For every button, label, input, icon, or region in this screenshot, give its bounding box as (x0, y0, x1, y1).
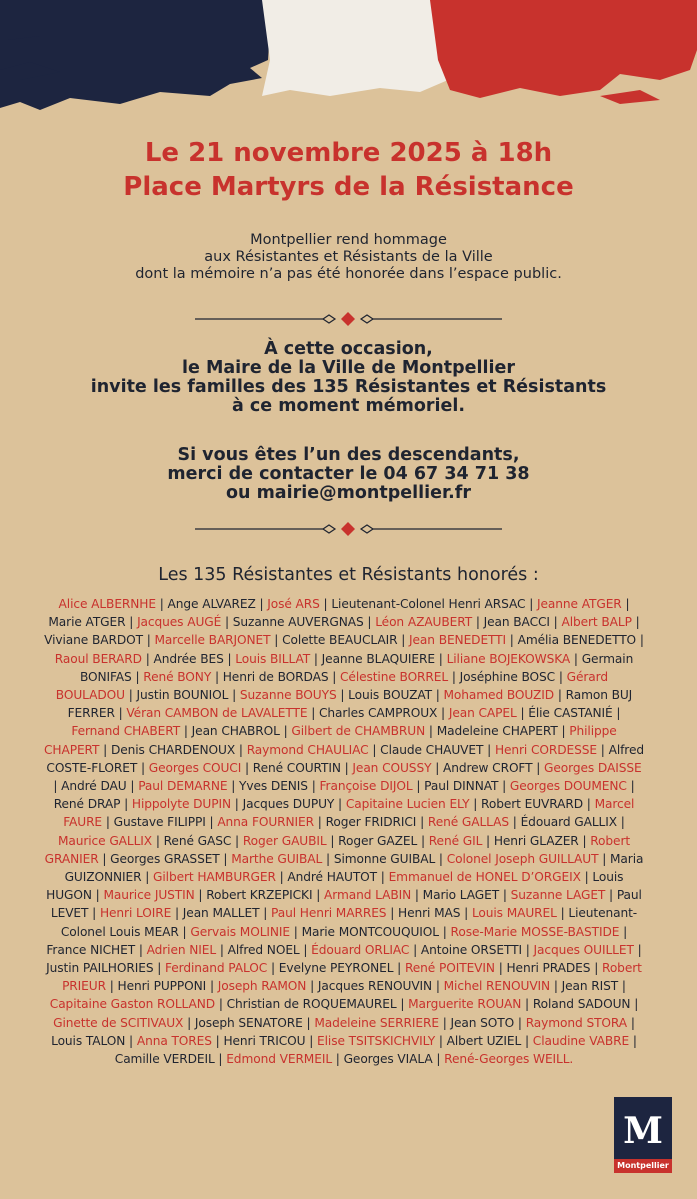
honoree-name: Henri de BORDAS (222, 669, 329, 684)
honoree-name: Louis BILLAT (235, 651, 311, 666)
honoree-name: Louis BOUZAT (348, 688, 432, 703)
honoree-name: Gilbert de CHAMBRUN (291, 724, 426, 739)
honoree-name: Joseph SENATORE (194, 1015, 303, 1030)
honoree-name: Roger GAUBIL (242, 833, 327, 848)
name-separator: | (306, 979, 318, 994)
honoree-name: Henri CORDESSE (494, 742, 598, 757)
honoree-name: Marcelle BARJONET (154, 633, 271, 648)
honoree-name: Louis HUGON (46, 870, 624, 903)
ornament-divider-top (195, 312, 502, 326)
contact-phone-line: merci de contacter le 04 67 34 71 38 (167, 464, 530, 484)
contact-line: Si vous êtes l’un des descendants, (177, 445, 520, 465)
name-separator: | (619, 924, 628, 939)
honoree-name: Jean CAPEL (448, 706, 517, 721)
honoree-name: Ramon BUJ FERRER (67, 688, 633, 721)
honoree-name: Alfred NOEL (227, 942, 300, 957)
name-separator: | (598, 851, 611, 866)
name-separator: | (270, 633, 283, 648)
name-separator: | (141, 870, 154, 885)
honoree-name: Paul DEMARNE (138, 779, 228, 794)
honoree-name: Capitaine Lucien ELY (345, 797, 470, 812)
name-separator: | (312, 888, 325, 903)
honoree-name: Andrew CROFT (442, 760, 533, 775)
honoree-name: Roger FRIDRICI (325, 815, 417, 830)
honoree-name: Justin BOUNIOL (136, 688, 229, 703)
name-separator: | (498, 779, 510, 794)
name-separator: | (135, 942, 147, 957)
name-separator: | (494, 961, 507, 976)
name-separator: | (241, 760, 253, 775)
name-separator: | (438, 1015, 451, 1030)
name-separator: | (211, 669, 223, 684)
name-separator: | (557, 724, 570, 739)
honoree-name: René-Georges WEILL. (444, 1052, 574, 1067)
name-separator: | (214, 1052, 227, 1067)
honoree-name: Marthe GUIBAL (231, 851, 323, 866)
name-separator: | (307, 779, 320, 794)
honoree-name: René POITEVIN (404, 961, 495, 976)
name-separator: | (307, 706, 319, 721)
honoree-name: Armand LABIN (324, 888, 412, 903)
honoree-name: Roland SADOUN (532, 997, 631, 1012)
honoree-name: Henri PRADES (506, 961, 591, 976)
name-separator: | (583, 797, 595, 812)
name-separator: | (99, 742, 111, 757)
name-separator: | (305, 1033, 318, 1048)
name-separator: | (483, 742, 495, 757)
honoree-name: Louis MAUREL (471, 906, 557, 921)
honoree-name: Louis TALON (51, 1033, 126, 1048)
honoree-name: Joséphine BOSC (459, 669, 556, 684)
honoree-name: René GASC (163, 833, 232, 848)
honoree-name: Madeleine SERRIERE (314, 1015, 439, 1030)
honoree-name: Édouard ORLIAC (311, 942, 410, 957)
honoree-name: Henri PUPPONI (117, 979, 207, 994)
name-separator: | (432, 979, 444, 994)
honoree-name: Jean COUSSY (352, 760, 432, 775)
honoree-name: Mohamed BOUZID (443, 688, 555, 703)
name-separator: | (125, 615, 138, 630)
honoree-name: Henri LOIRE (99, 906, 172, 921)
name-separator: | (393, 961, 405, 976)
name-separator: | (152, 833, 164, 848)
honoree-name: Célestine BORREL (340, 669, 449, 684)
name-separator: | (314, 815, 326, 830)
name-separator: | (336, 688, 349, 703)
name-separator: | (417, 833, 429, 848)
honoree-name: Robert GRANIER (44, 833, 631, 866)
name-separator: | (521, 997, 533, 1012)
name-separator: | (377, 870, 389, 885)
name-separator: | (255, 597, 268, 611)
honoree-name: Ange ALVAREZ (167, 597, 256, 611)
honoree-name: Joseph RAMON (217, 979, 307, 994)
honoree-name: Evelyne PEYRONEL (278, 961, 394, 976)
honoree-name: Marguerite ROUAN (408, 997, 522, 1012)
honoree-name: Camille VERDEIL (114, 1052, 215, 1067)
name-separator: | (279, 724, 292, 739)
name-separator: | (437, 706, 449, 721)
name-separator: | (425, 724, 437, 739)
name-separator: | (153, 961, 166, 976)
name-separator: | (435, 651, 447, 666)
name-separator: | (612, 706, 621, 721)
honoree-name: Suzanne BOUYS (239, 688, 337, 703)
name-separator: | (171, 906, 183, 921)
name-separator: | (621, 597, 630, 611)
name-separator: | (618, 979, 626, 994)
honoree-name: Maurice GALLIX (57, 833, 153, 848)
name-separator: | (178, 924, 191, 939)
name-separator: | (580, 870, 593, 885)
name-separator: | (223, 651, 236, 666)
honoree-name: André DAU (61, 779, 127, 794)
name-separator: | (431, 688, 444, 703)
name-separator: | (259, 906, 271, 921)
name-separator: | (194, 888, 207, 903)
honoree-name: Robert KRZEPICKI (206, 888, 313, 903)
honorees-list-title: Les 135 Résistantes et Résistants honorés : (158, 565, 539, 585)
honoree-name: Antoine ORSETTI (420, 942, 522, 957)
name-separator: | (482, 833, 494, 848)
name-separator: | (235, 742, 247, 757)
honoree-name: Mario LAGET (422, 888, 500, 903)
honoree-name: Robert EUVRARD (481, 797, 584, 812)
event-headline (0, 136, 697, 204)
name-separator: | (290, 924, 302, 939)
name-separator: | (205, 815, 218, 830)
name-separator: | (131, 669, 144, 684)
honoree-name: Rose-Marie MOSSE-BASTIDE (450, 924, 620, 939)
name-separator: | (629, 1033, 637, 1048)
invite-line: le Maire de la Ville de Montpellier (182, 358, 515, 378)
honoree-name: Ginette de SCITIVAUX (53, 1015, 184, 1030)
invite-line: invite les familles des 135 Résistantes et Résistants (90, 377, 607, 397)
name-separator: | (231, 833, 243, 848)
intro-line: Montpellier rend hommage (250, 232, 447, 248)
name-separator: | (627, 1015, 635, 1030)
name-separator: | (416, 815, 428, 830)
honoree-name: Georges COUCI (148, 760, 242, 775)
name-separator: | (340, 760, 353, 775)
honoree-name: Jeanne ATGER (537, 597, 622, 611)
name-separator: | (124, 688, 137, 703)
name-separator: | (183, 1015, 195, 1030)
honoree-name: Élie CASTANIÉ (528, 706, 613, 721)
honoree-name: Jean SOTO (450, 1015, 515, 1030)
honoree-name: Hippolyte DUPIN (131, 797, 232, 812)
name-separator: | (605, 888, 617, 903)
honoree-name: Henri GLAZER (493, 833, 579, 848)
name-separator: | (334, 797, 346, 812)
name-separator: | (509, 815, 521, 830)
honoree-name: Philippe CHAPERT (44, 724, 617, 757)
honoree-name: Georges VIALA (343, 1052, 433, 1067)
name-separator: | (180, 724, 192, 739)
honoree-name: Jacques RENOUVIN (317, 979, 433, 994)
event-place: Place Martyrs de la Résistance (123, 172, 574, 202)
intro-line: aux Résistantes et Résistants de la Ville (204, 249, 493, 265)
name-separator: | (521, 1033, 533, 1048)
name-separator: | (431, 760, 443, 775)
honoree-name: Gérard BOULADOU (55, 669, 609, 703)
honoree-name: Christian de ROQUEMAUREL (226, 997, 397, 1012)
name-separator: | (216, 942, 228, 957)
honoree-name: Simonne GUIBAL (333, 851, 436, 866)
name-separator: | (328, 669, 341, 684)
name-separator: | (211, 1033, 224, 1048)
name-separator: | (126, 779, 139, 794)
name-separator: | (578, 833, 591, 848)
name-separator: | (228, 688, 240, 703)
flag-red-stroke (430, 0, 697, 104)
name-separator: | (435, 851, 447, 866)
honoree-name: Claude CHAUVET (380, 742, 484, 757)
name-separator: | (142, 633, 155, 648)
honoree-name: André HAUTOT (287, 870, 378, 885)
intro-line: dont la mémoire n’a pas été honorée dans l’espace public. (135, 266, 562, 282)
name-separator: | (554, 688, 566, 703)
honoree-name: Germain BONIFAS (79, 651, 634, 684)
name-separator: | (125, 1033, 137, 1048)
name-separator: | (636, 633, 644, 648)
ornament-divider-bottom (195, 522, 502, 536)
honoree-name: Suzanne LAGET (510, 888, 606, 903)
name-separator: | (590, 961, 602, 976)
invite-line: À cette occasion, (264, 339, 433, 359)
name-separator: | (412, 779, 425, 794)
name-separator: | (616, 815, 625, 830)
name-separator: | (363, 615, 376, 630)
contact-email-line: ou mairie@montpellier.fr (226, 483, 471, 503)
name-separator: | (326, 833, 339, 848)
honoree-name: Marcel FAURE (63, 797, 635, 830)
honoree-name: Yves DENIS (239, 779, 308, 794)
name-separator: | (432, 1052, 445, 1067)
honoree-name: Paul DINNAT (424, 779, 499, 794)
honoree-name: Françoise DIJOL (319, 779, 413, 794)
name-separator: | (396, 997, 409, 1012)
honoree-name: Suzanne AUVERGNAS (232, 615, 364, 630)
honoree-name: Edmond VERMEIL (226, 1052, 333, 1067)
name-separator: | (532, 760, 545, 775)
honoree-name: Lieutenant-Colonel Henri ARSAC (331, 597, 526, 611)
honoree-name: Fernand CHABERT (71, 724, 181, 739)
honoree-name: Gervais MOLINIE (190, 924, 290, 939)
name-separator: | (105, 979, 118, 994)
honoree-name: Georges DOUMENC (509, 779, 627, 794)
honoree-name: Jacques DUPUY (242, 797, 335, 812)
honoree-name: Maria GUIZONNIER (64, 851, 644, 885)
honoree-name: Emmanuel de HONEL D’ORGEIX (388, 870, 581, 885)
name-separator: | (438, 924, 451, 939)
honoree-name: Jean MALLET (182, 906, 260, 921)
name-separator: | (633, 942, 642, 957)
honoree-name: Jean BACCI (483, 615, 550, 630)
honoree-name: Elise TSITSKICHVILY (317, 1033, 436, 1048)
name-separator: | (460, 906, 472, 921)
name-separator: | (102, 815, 114, 830)
honoree-name: René BONY (143, 669, 212, 684)
name-separator: | (231, 797, 243, 812)
honoree-name: José ARS (267, 597, 320, 611)
honoree-name: Albert UZIEL (446, 1033, 522, 1048)
honoree-name: Jacques OUILLET (533, 942, 634, 957)
name-separator: | (411, 888, 423, 903)
honoree-name: Raymond STORA (525, 1015, 628, 1030)
honoree-name: René GIL (428, 833, 483, 848)
honoree-name: Anna TORES (136, 1033, 212, 1048)
honoree-name: Lieutenant-Colonel Louis MEAR (60, 906, 638, 939)
honoree-name: Maurice JUSTIN (103, 888, 195, 903)
honoree-name: Albert BALP (561, 615, 632, 630)
name-separator: | (91, 888, 104, 903)
name-separator: | (53, 779, 62, 794)
name-separator: | (521, 942, 534, 957)
name-separator: | (98, 851, 111, 866)
honoree-name: Alfred COSTE-FLORET (46, 742, 644, 775)
name-separator: | (155, 597, 168, 611)
name-separator: | (368, 742, 381, 757)
montpellier-logo (614, 1097, 672, 1173)
name-separator: | (221, 615, 233, 630)
invitation-text (0, 340, 697, 416)
french-flag-banner (0, 0, 697, 130)
honoree-name: Édouard GALLIX (520, 815, 617, 830)
honoree-name: Gustave FILIPPI (113, 815, 206, 830)
honorees-list (44, 595, 644, 1068)
name-separator: | (299, 942, 312, 957)
honoree-name: Léon AZAUBERT (375, 615, 473, 630)
name-separator: | (120, 797, 132, 812)
honoree-name: Gilbert HAMBURGER (153, 870, 276, 885)
name-separator: | (141, 651, 154, 666)
name-separator: | (631, 615, 640, 630)
honoree-name: Paul Henri MARRES (271, 906, 387, 921)
intro-text (0, 232, 697, 283)
name-separator: | (516, 706, 529, 721)
honoree-name: Jean CHABROL (191, 724, 280, 739)
name-separator: | (514, 1015, 526, 1030)
name-separator: | (386, 906, 399, 921)
honoree-name: France NICHET (46, 942, 136, 957)
honoree-name: Véran CAMBON de LAVALETTE (126, 706, 308, 721)
honoree-name: Adrien NIEL (146, 942, 217, 957)
honoree-name: Jacques AUGÉ (137, 615, 222, 630)
name-separator: | (472, 615, 484, 630)
honoree-name: Raymond CHAULIAC (246, 742, 369, 757)
name-separator: | (597, 742, 609, 757)
honoree-name: Jean RIST (561, 979, 619, 994)
honoree-name: Michel RENOUVIN (443, 979, 551, 994)
honoree-name: Raoul BERARD (54, 651, 142, 666)
name-separator: | (506, 633, 518, 648)
honoree-name: Colonel Joseph GUILLAUT (446, 851, 599, 866)
name-separator: | (409, 942, 421, 957)
honoree-name: René DRAP (53, 797, 121, 812)
name-separator: | (137, 760, 149, 775)
honoree-name: Colette BEAUCLAIR (282, 633, 398, 648)
honoree-name: Marie MONTCOUQUIOL (301, 924, 439, 939)
honoree-name: Denis CHARDENOUX (110, 742, 236, 757)
honoree-name: Henri TRICOU (223, 1033, 306, 1048)
logo-label: Montpellier (614, 1159, 672, 1173)
honoree-name: Marie ATGER (48, 615, 126, 630)
name-separator: | (275, 870, 288, 885)
logo-letter: M (623, 1110, 663, 1152)
honoree-name: Paul LEVET (50, 888, 642, 921)
name-separator: | (556, 906, 569, 921)
invite-line: à ce moment mémoriel. (231, 396, 466, 416)
honoree-name: Justin PAILHORIES (46, 961, 154, 976)
honoree-name: Claudine VABRE (532, 1033, 630, 1048)
name-separator: | (206, 979, 218, 994)
flag-white-stroke (262, 0, 448, 96)
name-separator: | (310, 651, 322, 666)
name-separator: | (550, 979, 562, 994)
honoree-name: Ferdinand PALOC (165, 961, 268, 976)
honoree-name: Henri MAS (398, 906, 461, 921)
name-separator: | (448, 669, 460, 684)
name-separator: | (332, 1052, 344, 1067)
honoree-name: Anna FOURNIER (217, 815, 315, 830)
honoree-name: Amélia BENEDETTO (517, 633, 637, 648)
name-separator: | (219, 851, 232, 866)
name-separator: | (319, 597, 332, 611)
honoree-name: René COURTIN (252, 760, 341, 775)
name-separator: | (302, 1015, 315, 1030)
flag-blue-stroke (0, 0, 272, 110)
name-separator: | (499, 888, 511, 903)
honoree-name: Georges DAISSE (544, 760, 642, 775)
honoree-name: Andrée BES (153, 651, 224, 666)
name-separator: | (88, 906, 100, 921)
name-separator: | (322, 851, 334, 866)
name-separator: | (227, 779, 240, 794)
name-separator: | (397, 633, 410, 648)
honoree-name: Jean BENEDETTI (409, 633, 507, 648)
honoree-name: Madeleine CHAPERT (436, 724, 558, 739)
honoree-name: Jeanne BLAQUIERE (321, 651, 435, 666)
honoree-name: Roger GAZEL (338, 833, 418, 848)
contact-text (0, 446, 697, 503)
name-separator: | (555, 669, 567, 684)
name-separator: | (267, 961, 279, 976)
event-date: Le 21 novembre 2025 à 18h (144, 138, 553, 168)
name-separator: | (626, 779, 635, 794)
honoree-name: Viviane BARDOT (44, 633, 143, 648)
name-separator: | (525, 597, 538, 611)
name-separator: | (114, 706, 127, 721)
name-separator: | (570, 651, 582, 666)
name-separator: | (630, 997, 639, 1012)
honoree-name: René GALLAS (427, 815, 510, 830)
honoree-name: Liliane BOJEKOWSKA (446, 651, 571, 666)
name-separator: | (549, 615, 562, 630)
name-separator: | (469, 797, 482, 812)
name-separator: | (215, 997, 227, 1012)
honoree-name: Charles CAMPROUX (319, 706, 438, 721)
honoree-name: Capitaine Gaston ROLLAND (49, 997, 216, 1012)
honoree-name: Robert PRIEUR (62, 961, 642, 994)
honoree-name: Alice ALBERNHE (58, 597, 156, 611)
name-separator: | (435, 1033, 447, 1048)
honoree-name: Georges GRASSET (110, 851, 220, 866)
